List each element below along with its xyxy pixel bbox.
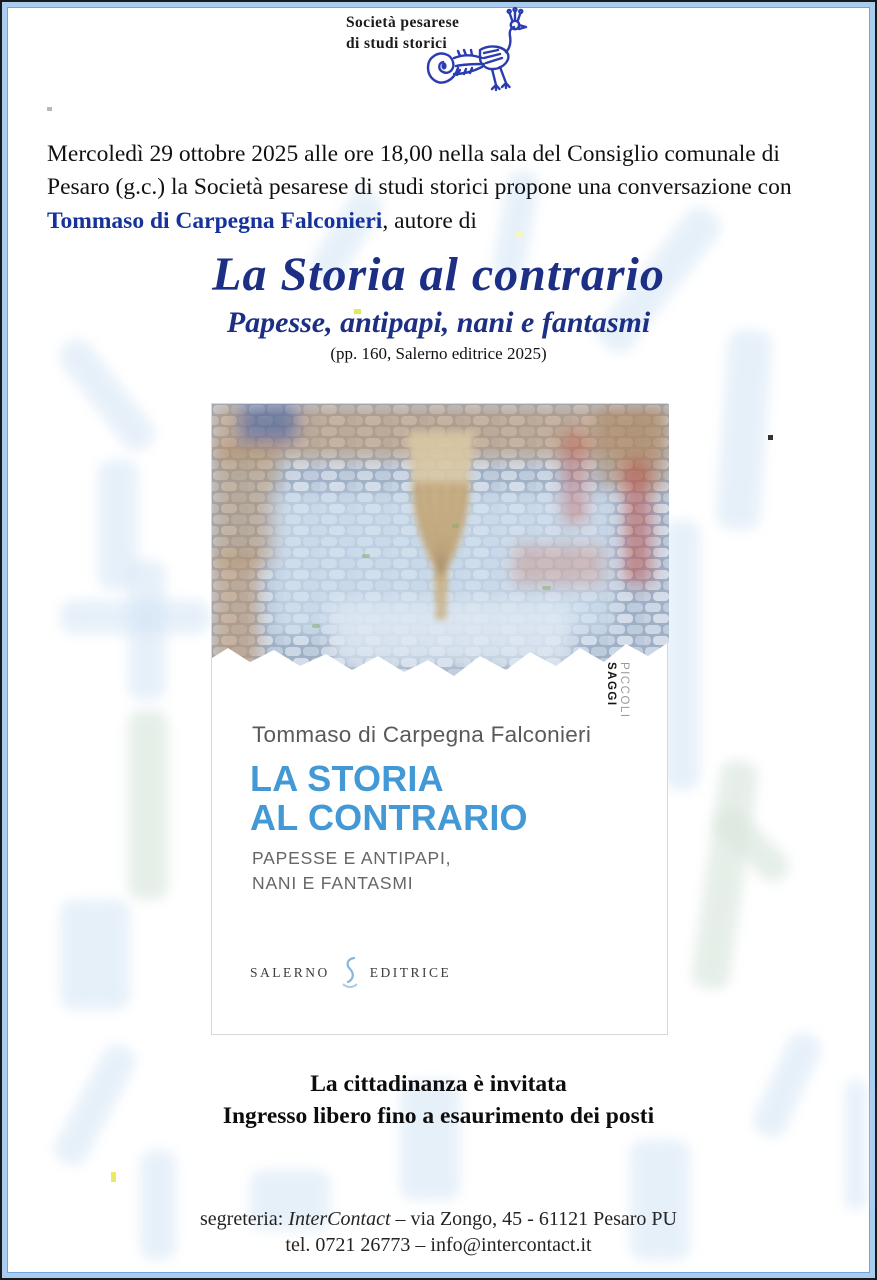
peacock-icon bbox=[424, 6, 532, 98]
invitation-line1: La cittadinanza è invitata bbox=[310, 1071, 567, 1097]
footer-address: – via Zongo, 45 - 61121 Pesaro PU bbox=[390, 1208, 677, 1230]
cover-title-line2: AL CONTRARIO bbox=[250, 797, 528, 838]
event-title: La Storia al contrario bbox=[212, 248, 665, 301]
publisher-swan-icon bbox=[339, 956, 361, 990]
cover-subtitle-line2: NANI E FANTASMI bbox=[252, 873, 414, 893]
cover-subtitle bbox=[252, 846, 451, 896]
publisher-editrice: EDITRICE bbox=[369, 965, 452, 980]
intro-text-before: Mercoledì 29 ottobre 2025 alle ore 18,00 nella sala del Consiglio comunale di Pesaro (g.c.) la Società pesarese di studi storici propone una conversazione con bbox=[47, 141, 792, 201]
series-saggi: SAGGI bbox=[605, 662, 617, 707]
event-subtitle: Papesse, antipapi, nani e fantasmi bbox=[226, 306, 651, 339]
society-name-line1: Società pesarese bbox=[346, 14, 460, 31]
footer-line1 bbox=[0, 1206, 877, 1232]
watermark-shape bbox=[690, 758, 760, 991]
footer-org: InterContact bbox=[288, 1208, 391, 1230]
intro-text-after: , autore di bbox=[382, 207, 477, 234]
watermark-shape bbox=[128, 560, 166, 700]
cover-series-label bbox=[604, 662, 630, 719]
invitation-text bbox=[0, 1068, 877, 1133]
author-name: Tommaso di Carpegna Falconieri bbox=[47, 207, 383, 234]
footer-line2: tel. 0721 26773 – info@intercontact.it bbox=[285, 1234, 592, 1257]
cover-title bbox=[250, 759, 528, 837]
invitation-line2: Ingresso libero fino a esaurimento dei posti bbox=[222, 1103, 655, 1130]
scan-speck bbox=[768, 435, 773, 440]
series-piccoli: PICCOLI bbox=[618, 662, 630, 719]
edition-note: (pp. 160, Salerno editrice 2025) bbox=[330, 344, 547, 363]
publisher-logo bbox=[250, 956, 451, 990]
footer-contact bbox=[0, 1206, 877, 1259]
cover-author: Tommaso di Carpegna Falconieri bbox=[252, 722, 592, 747]
society-name-line2: di studi storici bbox=[346, 34, 448, 52]
cover-title-line1: LA STORIA bbox=[250, 758, 444, 799]
book-cover bbox=[211, 403, 668, 1035]
watermark-shape bbox=[664, 520, 700, 790]
intro-paragraph bbox=[47, 138, 837, 238]
scan-speck bbox=[47, 107, 52, 111]
publisher-salerno: SALERNO bbox=[250, 965, 330, 980]
cover-photo-puddle-dome-reflection bbox=[212, 404, 669, 684]
cover-subtitle-line1: PAPESSE E ANTIPAPI, bbox=[252, 848, 452, 868]
watermark-shape bbox=[60, 900, 130, 1010]
scan-speck bbox=[111, 1172, 116, 1182]
watermark-shape bbox=[128, 710, 168, 900]
footer-label: segreteria: bbox=[200, 1208, 289, 1230]
